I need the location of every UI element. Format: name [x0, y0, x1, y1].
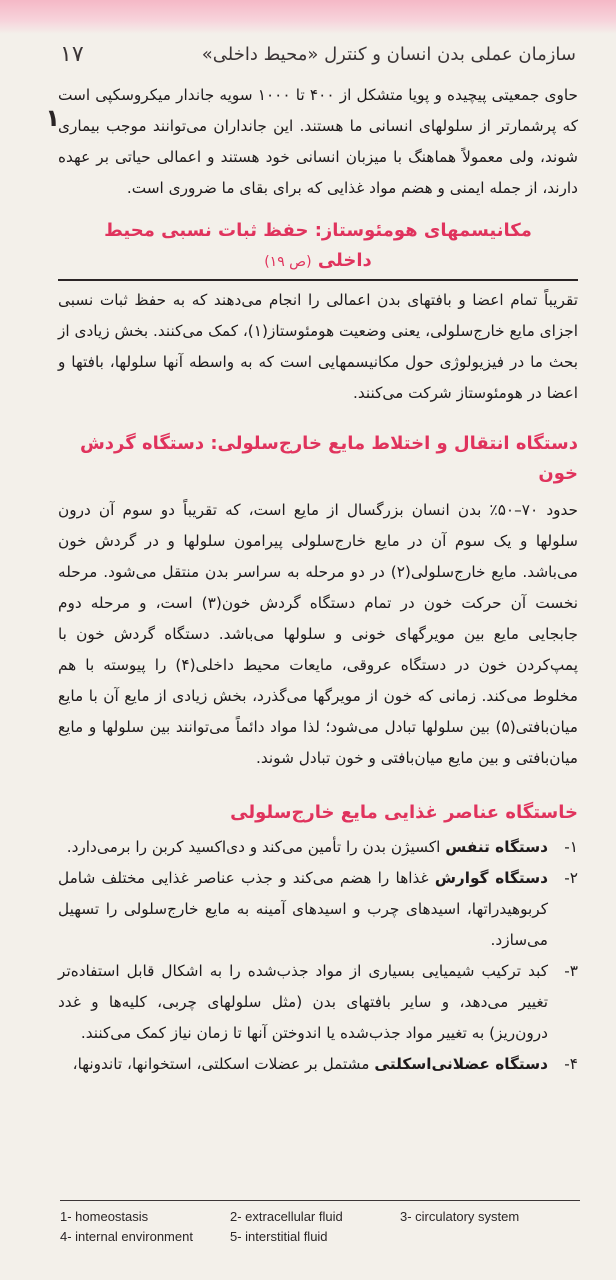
footnote: 5- interstitial fluid [230, 1229, 328, 1244]
homeostasis-paragraph: تقریباً تمام اعضا و بافتهای بدن اعمالی را انجام می‌دهند که به حفظ ثبات نسبی اجزای مایع خارج‌سلولی، یعنی وضعیت هومئوستاز(۱)، کمک می‌کنند. بخش زیادی از بحث ما در فیزیولوژی حول مکانیسمهایی است که به واسطه آنها سلولها، بافتها و اعضا در هومئوستاز شرکت می‌کنند. [58, 291, 578, 402]
page-body [58, 76, 578, 1080]
footnote: 2- extracellular fluid [230, 1209, 343, 1224]
section-heading-nutrients: خاستگاه عناصر غذایی مایع خارج‌سلولی [230, 802, 578, 823]
running-head: سازمان عملی بدن انسان و کنترل «محیط داخلی» [201, 43, 576, 65]
section-heading-homeostasis-line2 [58, 246, 578, 277]
section-heading-page-ref: (ص ۱۹) [264, 254, 312, 270]
list-item-body: غذاها را هضم می‌کند و جذب عناصر غذایی مختلف شامل کربوهیدراتها، اسیدهای چرب و اسیدهای آمینه به مایع خارج‌سلولی را تسهیل می‌سازد. [58, 869, 548, 949]
footnote-row [60, 1229, 580, 1249]
footnote: 4- internal environment [60, 1229, 193, 1244]
list-item-number: ۳- [564, 962, 578, 980]
list-item-term: دستگاه تنفس [445, 838, 548, 856]
list-item [58, 832, 578, 863]
list-item-text [58, 832, 548, 863]
footnote: 3- circulatory system [400, 1209, 520, 1224]
list-item-text [58, 1049, 548, 1080]
list-item-body: اکسیژن بدن را تأمین می‌کند و دی‌اکسید کربن را برمی‌دارد. [66, 838, 446, 856]
list-item-term: دستگاه گوارش [434, 869, 548, 887]
list-item-number: ۱- [564, 838, 578, 856]
page-top-band [0, 0, 616, 34]
list-item-text [58, 956, 548, 1049]
footnote: 1- homeostasis [60, 1209, 149, 1224]
list-item-term: دستگاه عضلانی‌اسکلتی [374, 1055, 548, 1073]
list-item-body: کبد ترکیب شیمیایی بسیاری از مواد جذب‌شده را به اشکال قابل استفاده‌تر تغییر می‌دهد، و سایر بافتهای بدن (مثل سلولهای چربی، کلیه‌ها و غدد درون‌ریز) به تغییر مواد جذب‌شده یا اندوختن آنها تا زمان نیاز کمک می‌کنند. [58, 962, 548, 1042]
footnote-row [60, 1209, 580, 1229]
section-marker: ۱ [45, 104, 60, 132]
page-header [60, 34, 576, 74]
section-heading-circulation: دستگاه انتقال و اختلاط مایع خارج‌سلولی: دستگاه گردش خون [79, 433, 578, 484]
list-item-text [58, 863, 548, 956]
list-item-body: مشتمل بر عضلات اسکلتی، استخوانها، تاندونها، [72, 1055, 375, 1073]
intro-paragraph: حاوی جمعیتی پیچیده و پویا متشکل از ۴۰۰ تا ۱۰۰۰ سویه جاندار میکروسکپی است که پرشمارتر از سلولهای انسانی ما هستند. این جانداران می‌توانند موجب بیماری شوند، ولی معمولاً هماهنگ با میزبان انسانی خود هستند و اعمالی حیاتی بر عهده دارند، از جمله ایمنی و هضم مواد غذایی که برای بقای ما ضروری است. [58, 86, 578, 197]
section-heading-homeostasis-line1: مکانیسمهای هومئوستاز: حفظ ثبات نسبی محیط [104, 220, 532, 241]
section-heading-homeostasis-word: داخلی [317, 250, 372, 271]
list-item [58, 1049, 578, 1080]
heading-rule [58, 279, 578, 281]
list-item-number: ۴- [564, 1055, 578, 1073]
footnotes [60, 1200, 580, 1249]
circulation-paragraph: حدود ۷۰–۵۰٪ بدن انسان بزرگسال از مایع است، که تقریباً دو سوم آن درون سلولها و یک سوم آن در مایع خارج‌سلولی پیرامون سلولها و در گردش خون می‌باشد. مایع خارج‌سلولی(۲) در دو مرحله به سراسر بدن منتقل می‌شود. مرحله نخست آن حرکت خون در تمام دستگاه گردش خون(۳) است، و مرحله دوم جابجایی مایع بین مویرگهای خونی و سلولها می‌باشد. دستگاه گردش خون با پمپ‌کردن خون در دستگاه عروقی، مایعات محیط داخلی(۴) را پیوسته با هم مخلوط می‌کند. زمانی که خون از مویرگها می‌گذرد، بخش زیادی از مایع آن با مایع میان‌بافتی(۵) بین سلولها تبادل می‌شود؛ لذا مواد دائماً می‌توانند بین سلولها و مایع میان‌بافتی و بین مایع میان‌بافتی و خون تبادل شوند. [58, 501, 579, 767]
list-item [58, 863, 578, 956]
list-item [58, 956, 578, 1049]
page-number: ۱۷ [60, 41, 84, 67]
list-item-number: ۲- [564, 869, 578, 887]
